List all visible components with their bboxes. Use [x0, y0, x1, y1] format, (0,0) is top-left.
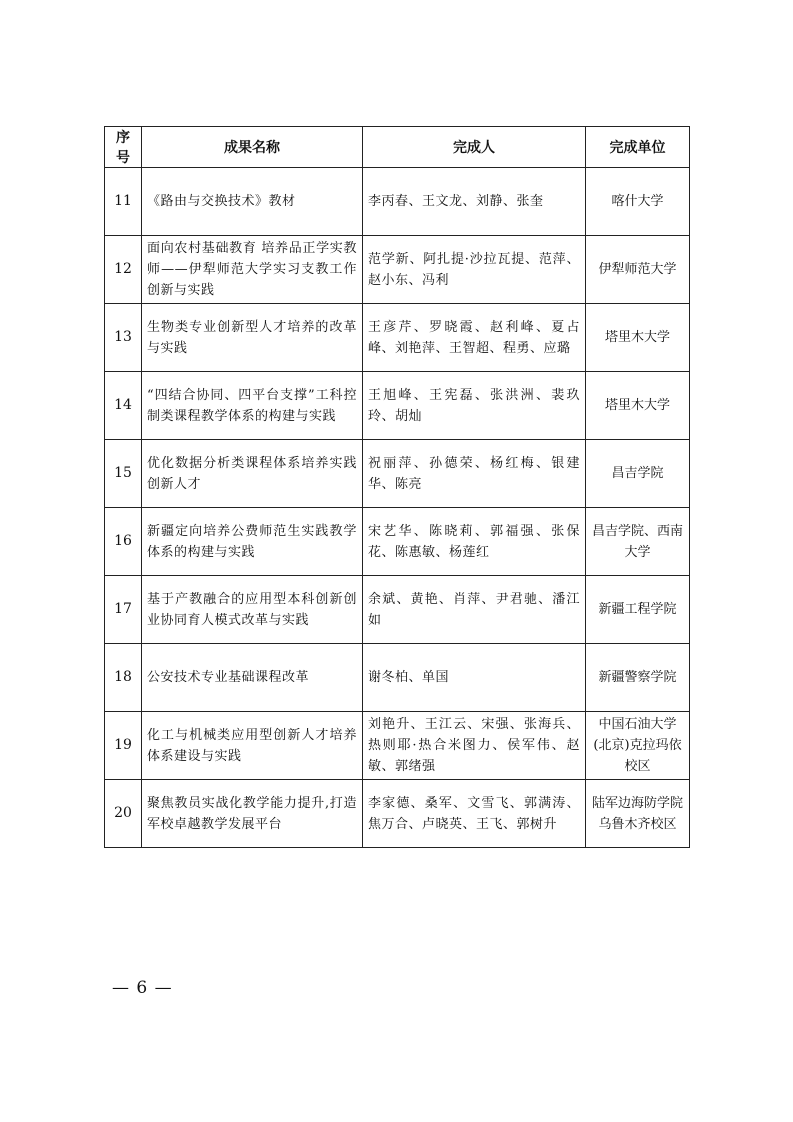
row-no: 19 — [105, 712, 142, 780]
row-no: 18 — [105, 644, 142, 712]
row-name: 新疆定向培养公费师范生实践教学体系的构建与实践 — [142, 508, 363, 576]
row-people: 王彦芹、罗晓霞、赵利峰、夏占峰、刘艳萍、王智超、程勇、应璐 — [363, 304, 586, 372]
table-row — [105, 372, 690, 440]
table-row — [105, 780, 690, 848]
row-unit: 喀什大学 — [586, 168, 690, 236]
row-unit: 昌吉学院、西南大学 — [586, 508, 690, 576]
row-unit: 塔里木大学 — [586, 304, 690, 372]
header-no: 序号 — [105, 127, 142, 168]
row-name: 《路由与交换技术》教材 — [142, 168, 363, 236]
row-unit: 陆军边海防学院乌鲁木齐校区 — [586, 780, 690, 848]
row-people: 谢冬柏、单国 — [363, 644, 586, 712]
table-row — [105, 712, 690, 780]
row-name: 化工与机械类应用型创新人才培养体系建设与实践 — [142, 712, 363, 780]
table-row — [105, 304, 690, 372]
row-name: “四结合协同、四平台支撑”工科控制类课程教学体系的构建与实践 — [142, 372, 363, 440]
row-name: 面向农村基础教育 培养品正学实教师——伊犁师范大学实习支教工作创新与实践 — [142, 236, 363, 304]
row-unit: 新疆工程学院 — [586, 576, 690, 644]
achievements-table — [104, 126, 690, 848]
row-people: 李家德、桑军、文雪飞、郭满涛、焦万合、卢晓英、王飞、郭树升 — [363, 780, 586, 848]
header-unit: 完成单位 — [586, 127, 690, 168]
row-no: 16 — [105, 508, 142, 576]
table-row — [105, 236, 690, 304]
header-people: 完成人 — [363, 127, 586, 168]
row-name: 公安技术专业基础课程改革 — [142, 644, 363, 712]
table-row — [105, 576, 690, 644]
row-name: 聚焦教员实战化教学能力提升,打造军校卓越教学发展平台 — [142, 780, 363, 848]
row-name: 生物类专业创新型人才培养的改革与实践 — [142, 304, 363, 372]
row-no: 12 — [105, 236, 142, 304]
row-people: 王旭峰、王宪磊、张洪洲、裴玖玲、胡灿 — [363, 372, 586, 440]
row-no: 20 — [105, 780, 142, 848]
table-header-row — [105, 127, 690, 168]
row-unit: 昌吉学院 — [586, 440, 690, 508]
row-unit: 伊犁师范大学 — [586, 236, 690, 304]
row-unit: 新疆警察学院 — [586, 644, 690, 712]
page-number: — 6 — — [112, 978, 173, 998]
row-unit: 塔里木大学 — [586, 372, 690, 440]
row-unit: 中国石油大学(北京)克拉玛依校区 — [586, 712, 690, 780]
row-people: 宋艺华、陈晓莉、郭福强、张保花、陈惠敏、杨莲红 — [363, 508, 586, 576]
table-row — [105, 168, 690, 236]
row-people: 余斌、黄艳、肖萍、尹君驰、潘江如 — [363, 576, 586, 644]
row-no: 13 — [105, 304, 142, 372]
table-row — [105, 440, 690, 508]
row-no: 15 — [105, 440, 142, 508]
row-no: 11 — [105, 168, 142, 236]
row-people: 刘艳升、王江云、宋强、张海兵、热则耶·热合米图力、侯军伟、赵敏、郭绪强 — [363, 712, 586, 780]
table-row — [105, 508, 690, 576]
header-name: 成果名称 — [142, 127, 363, 168]
row-no: 17 — [105, 576, 142, 644]
row-people: 李丙春、王文龙、刘静、张奎 — [363, 168, 586, 236]
row-people: 祝丽萍、孙德荣、杨红梅、银建华、陈亮 — [363, 440, 586, 508]
row-no: 14 — [105, 372, 142, 440]
row-name: 基于产教融合的应用型本科创新创业协同育人模式改革与实践 — [142, 576, 363, 644]
row-name: 优化数据分析类课程体系培养实践创新人才 — [142, 440, 363, 508]
row-people: 范学新、阿扎提·沙拉瓦提、范萍、赵小东、冯利 — [363, 236, 586, 304]
table-row — [105, 644, 690, 712]
